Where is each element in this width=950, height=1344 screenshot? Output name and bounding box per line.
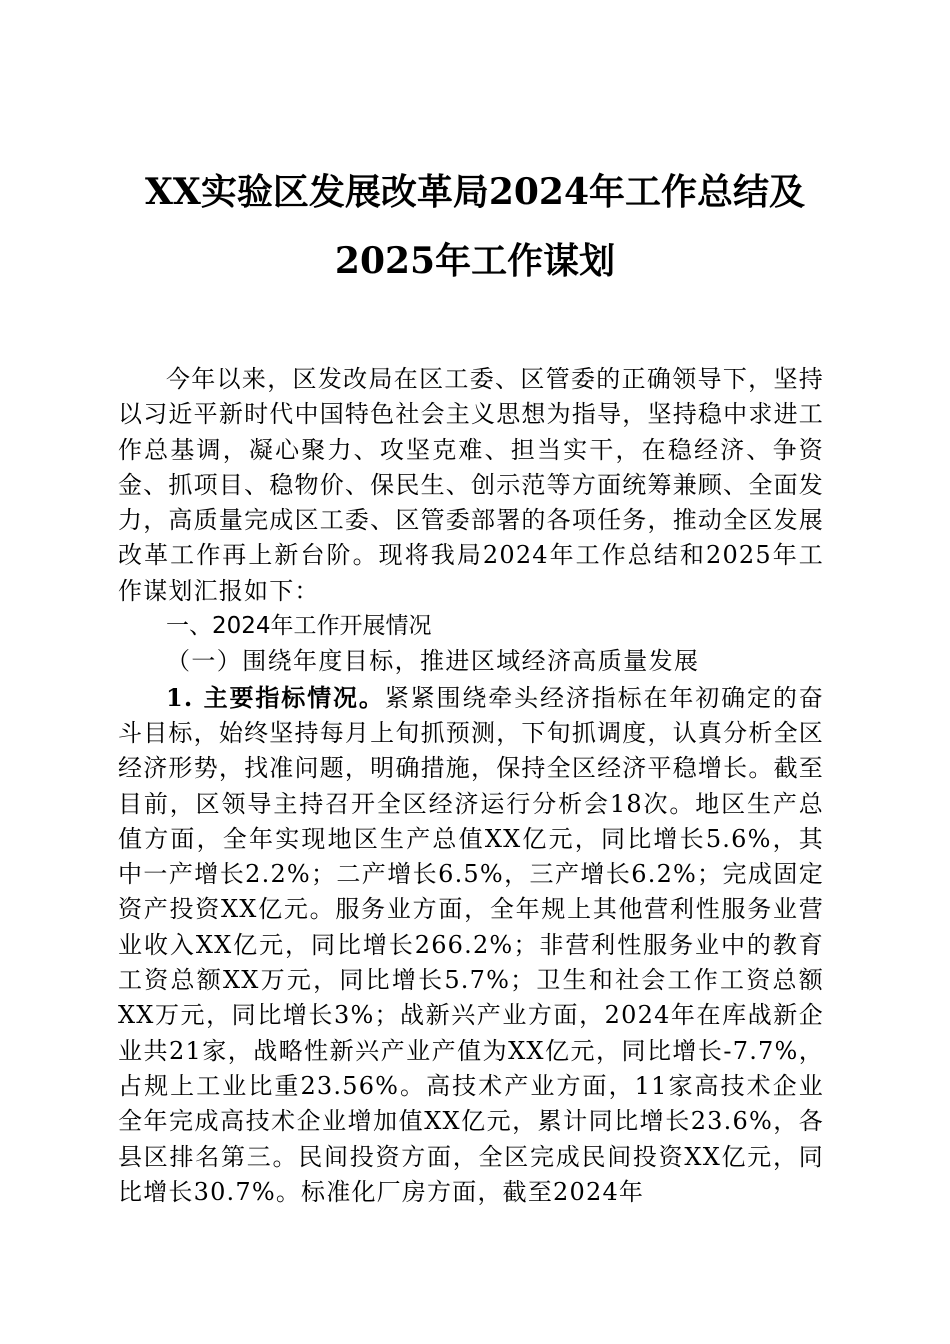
subsection-heading-1: （一）围绕年度目标，推进区域经济高质量发展 bbox=[166, 647, 700, 676]
item-1-lead: 1. 主要指标情况。 bbox=[166, 682, 385, 712]
item-1-paragraph bbox=[118, 680, 824, 1210]
document-title-line-2: 2025年工作谋划 bbox=[334, 240, 616, 282]
section-heading-1: 一、2024年工作开展情况 bbox=[166, 613, 432, 640]
document-body bbox=[118, 362, 824, 1210]
document-title-line-1: XX实验区发展改革局2024年工作总结及 bbox=[144, 171, 806, 213]
item-1-text: 紧紧围绕牵头经济指标在年初确定的奋斗目标，始终坚持每月上旬抓预测，下旬抓调度，认真分析全区经济形势，找准问题，明确措施，保持全区经济平稳增长。截至目前，区领导主持召开全区经济运行分析会18次。地区生产总值方面，全年实现地区生产总值XX亿元，同比增长5.6%，其中一产增长2.2%；二产增长6.5%，三产增长6.2%；完成固定资产投资XX亿元。服务业方面，全年规上其他营利性服务业营业收入XX亿元，同比增长266.2%；非营利性服务业中的教育工资总额XX万元，同比增长5.7%；卫生和社会工作工资总额XX万元，同比增长3%；战新兴产业方面，2024年在库战新企业共21家，战略性新兴产业产值为XX亿元，同比增长-7.7%，占规上工业比重23.56%。高技术产业方面，11家高技术企业全年完成高技术企业增加值XX亿元，累计同比增长23.6%，各县区排名第三。民间投资方面，全区完成民间投资XX亿元，同比增长30.7%。标准化厂房方面，截至2024年 bbox=[118, 683, 824, 1206]
intro-paragraph: 今年以来，区发改局在区工委、区管委的正确领导下，坚持以习近平新时代中国特色社会主义思想为指导，坚持稳中求进工作总基调，凝心聚力、攻坚克难、担当实干，在稳经济、争资金、抓项目、稳物价、保民生、创示范等方面统筹兼顾、全面发力，高质量完成区工委、区管委部署的各项任务，推动全区发展改革工作再上新台阶。现将我局2024年工作总结和2025年工作谋划汇报如下： bbox=[118, 365, 824, 605]
